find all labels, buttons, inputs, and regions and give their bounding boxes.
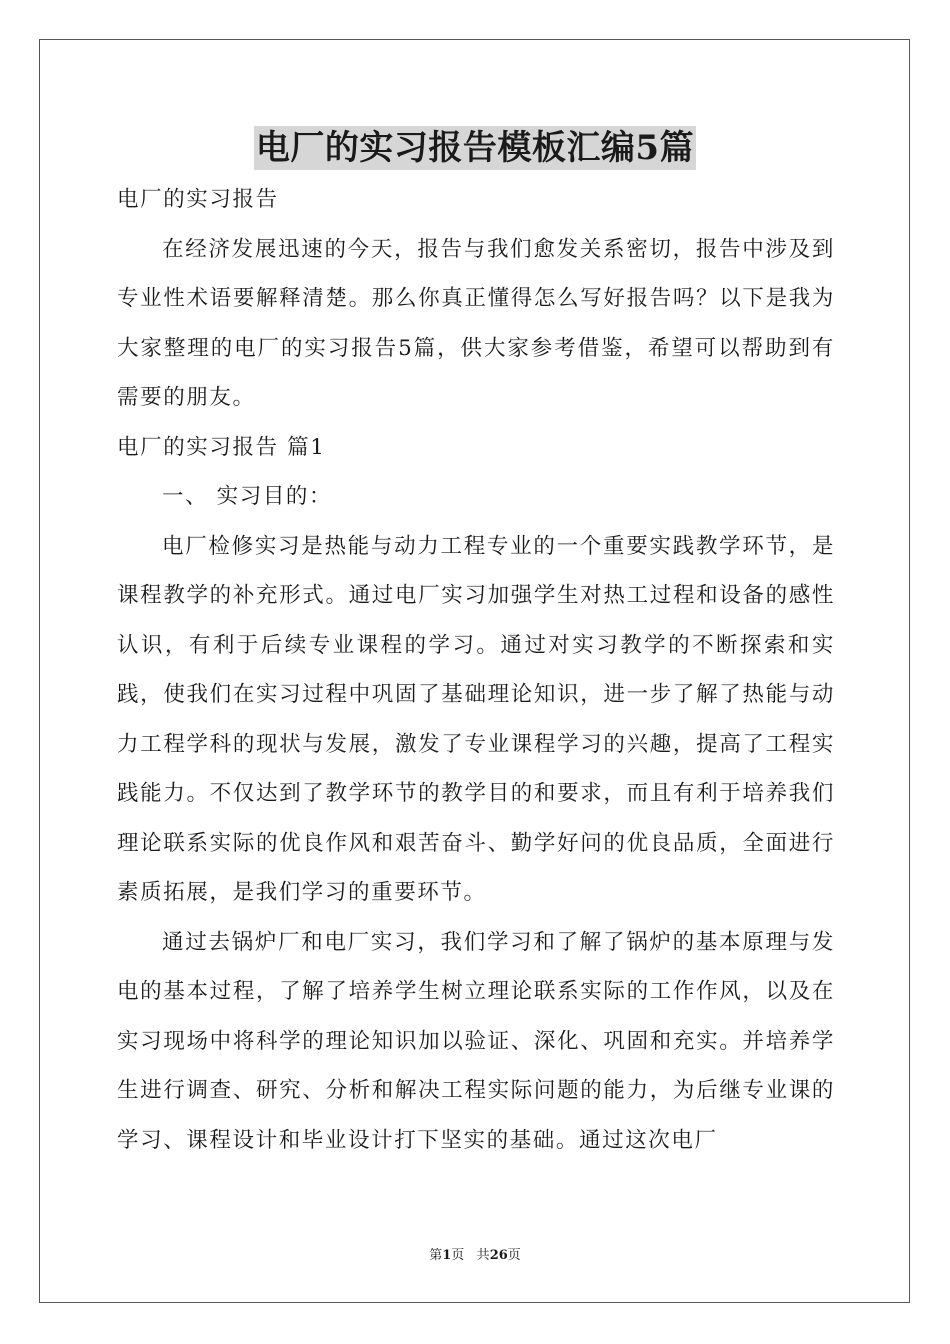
total-label: 页 — [507, 1248, 521, 1263]
paragraph: 电厂的实习报告 篇1 — [117, 434, 326, 460]
paragraph: 在经济发展迅速的今天，报告与我们愈发关系密切，报告中涉及到专业性术语要解释清楚。那么你真正懂得怎么写好报告吗？以下是我为大家整理的电厂的实习报告5篇，供大家参考借鉴，希望可以帮助到有需要的朋友。 — [117, 236, 835, 410]
document-title — [0, 126, 950, 170]
document-title-text: 电厂的实习报告模板汇编5篇 — [255, 128, 695, 168]
total-prefix: 共 — [476, 1248, 490, 1263]
document-body — [117, 175, 835, 1165]
total-pages-number: 26 — [489, 1248, 508, 1263]
paragraph: 电厂的实习报告 — [117, 187, 279, 212]
paragraph: 一、 实习目的： — [162, 484, 333, 509]
paragraph: 通过去锅炉厂和电厂实习，我们学习和了解了锅炉的基本原理与发电的基本过程，了解了培养学生树立理论联系实际的工作作风，以及在实习现场中将科学的理论知识加以验证、深化、巩固和充实。并培养学生进行调查、研究、分析和解决工程实际问题的能力，为后继专业课的学习、课程设计和毕业设计打下坚实的基础。通过这次电厂 — [117, 929, 835, 1153]
current-page-number: 1 — [442, 1248, 452, 1263]
page-label: 页 — [451, 1248, 465, 1263]
paragraph: 电厂检修实习是热能与动力工程专业的一个重要实践教学环节，是课程教学的补充形式。通过电厂实习加强学生对热工过程和设备的感性认识，有利于后续专业课程的学习。通过对实习教学的不断探索和实践，使我们在实习过程中巩固了基础理论知识，进一步了解了热能与动力工程学科的现状与发展，激发了专业课程学习的兴趣，提高了工程实践能力。不仅达到了教学环节的教学目的和要求，而且有利于培养我们理论联系实际的优良作风和艰苦奋斗、勤学好问的优良品质，全面进行素质拓展，是我们学习的重要环节。 — [117, 533, 835, 905]
page-prefix: 第 — [429, 1248, 443, 1263]
page-footer — [0, 1248, 950, 1264]
